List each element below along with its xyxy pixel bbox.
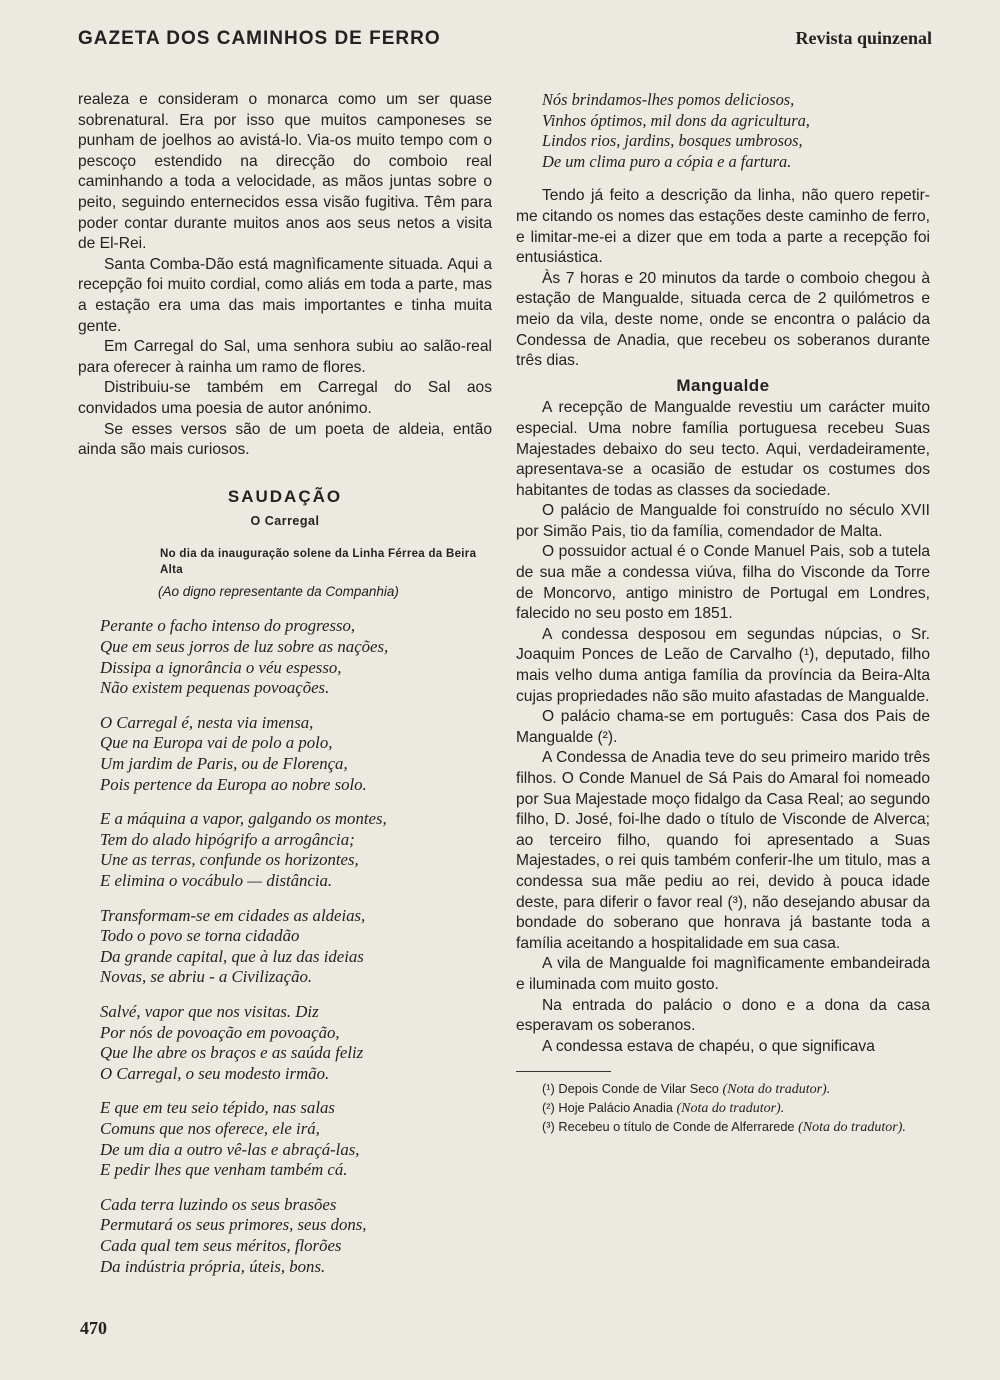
verse-line: Não existem pequenas povoações. [100, 678, 330, 698]
page-number: 470 [80, 1318, 107, 1338]
footnote-rule [516, 1071, 611, 1072]
poem-subtitle: O Carregal [250, 514, 320, 529]
poem-stanza [100, 713, 492, 795]
paragraph: Às 7 horas e 20 minutos da tarde o comboio chegou à estação de Mangualde, situada cerca de 2 quilómetros e meio da vila, deste nome, onde se encontra o palácio da Condessa de Anadia, que recebeu os soberanos durante três dias. [516, 269, 930, 370]
footnote-attribution: (Nota do tradutor). [798, 1120, 906, 1136]
verse-line: O Carregal, o seu modesto irmão. [100, 1063, 330, 1083]
poem-final-stanza [542, 90, 930, 172]
section-heading: Mangualde [676, 375, 770, 395]
paragraph: Em Carregal do Sal, uma senhora subiu ao salão-real para oferecer à rainha um ramo de flores. [78, 338, 492, 376]
verse-line: Lindos rios, jardins, bosques umbrosos, [542, 131, 803, 151]
verse-line: E a máquina a vapor, galgando os montes, [100, 809, 387, 829]
verse-line: Novas, se abriu - a Civilização. [100, 967, 313, 987]
verse-line: Todo o povo se torna cidadão [100, 926, 300, 946]
paragraph: A condessa desposou em segundas núpcias, o Sr. Joaquim Ponces de Leão de Carvalho (¹), deputado, filho mais velho duma antiga família da província da Beira-Alta cujas propriedades não são muito afastadas de Mangualde. [516, 625, 930, 705]
verse-line: Um jardim de Paris, ou de Florença, [100, 754, 348, 774]
paragraph: Se esses versos são de um poeta de aldeia, então ainda são mais curiosos. [78, 420, 492, 459]
paragraph: A condessa estava de chapéu, o que significava [542, 1037, 875, 1055]
verse-line: Que em seus jorros de luz sobre as nações, [100, 637, 389, 657]
verse-line: Perante o facho intenso do progresso, [100, 616, 356, 636]
footnote [516, 1118, 930, 1137]
footnote [516, 1099, 930, 1118]
footnote-mark: (³) [542, 1119, 555, 1135]
poem-stanza [100, 616, 492, 698]
verse-line: E que em teu seio tépido, nas salas [100, 1098, 335, 1118]
verse-line: Transformam-se em cidades as aldeias, [100, 905, 366, 925]
verse-line: De um dia a outro vê-las e abraçá-las, [100, 1139, 360, 1159]
paragraph: A vila de Mangualde foi magnìficamente embandeirada e iluminada com muito gosto. [516, 955, 930, 993]
paragraph: A Condessa de Anadia teve do seu primeiro marido três filhos. O Conde Manuel de Sá Pais do Amaral foi nomeado por Sua Majestade moço fidalgo da Casa Real; ao segundo filho, D. José, foi-lhe dado o título de Visconde de Alverca; ao terceiro filho, quando foi apresentado a Suas Majestades, o rei quis também conferir-lhe um titulo, mas a condessa sua mãe pediu ao rei, devido à pouca idade deste, para diferir o favor real (³), não desejando abusar da bondade do soberano que honrava já bastante toda a família aceitando a hospitalidade em sua casa. [516, 749, 930, 952]
verse-line: Permutará os seus primores, seus dons, [100, 1215, 367, 1235]
verse-line: Cada terra luzindo os seus brasões [100, 1194, 337, 1214]
verse-line: Cada qual tem seus méritos, florões [100, 1235, 342, 1255]
publication-title: GAZETA DOS CAMINHOS DE FERRO [78, 28, 441, 49]
paragraph: O possuidor actual é o Conde Manuel Pais, sob a tutela de sua mãe a condessa viúva, filha do Visconde da Torre de Moncorvo, antigo ministro de Portugal em Londres, falecido no seu posto em 1851. [516, 543, 930, 623]
paragraph: Santa Comba-Dão está magnìficamente situada. Aqui a recepção foi muito cordial, como aliás em toda a parte, mas a estação era uma das mais importantes e tinha muita gente. [78, 255, 492, 335]
right-column [516, 90, 930, 1137]
paragraph: realeza e consideram o monarca como um ser quase sobrenatural. Era por isso que muitos camponeses se punham de joelhos ao avistá-lo. Via-os muito tempo com o pescoço estendido na direcção do comboio real caminhando a toda a velocidade, as mãos juntas sobre o peito, seguindo enternecidos essa visão fugitiva. Têm para poder contar durante muitos anos aos seus netos a visita de El-Rei. [78, 91, 492, 253]
poem-stanza [100, 1098, 492, 1180]
poem-stanza [100, 1002, 492, 1084]
paragraph: Distribuiu-se também em Carregal do Sal aos convidados uma poesia de autor anónimo. [78, 379, 492, 417]
poem-title: SAUDAÇÃO [227, 486, 343, 506]
verse-line: Da indústria própria, úteis, bons. [100, 1256, 326, 1276]
verse-line: Dissipa a ignorância o véu espesso, [100, 657, 342, 677]
verse-line: Salvé, vapor que nos visitas. Diz [100, 1001, 319, 1021]
verse-line: Comuns que nos oferece, ele irá, [100, 1118, 320, 1138]
poem-stanza [100, 1195, 492, 1277]
footnote-attribution: (Nota do tradutor). [722, 1082, 831, 1098]
footnote-mark: (²) [542, 1100, 555, 1116]
paragraph: A recepção de Mangualde revestiu um carácter muito especial. Uma nobre família portuguesa recebeu Suas Majestades debaixo do seu tecto. Aqui, verdadeiramente, apresentava-se a ocasião de estudar os costumes dos habitantes de todas as classes da sociedade. [516, 399, 930, 499]
verse-line: Por nós de povoação em povoação, [100, 1022, 340, 1042]
verse-line: Que lhe abre os braços e as saúda feliz [100, 1043, 364, 1063]
footnote-mark: (¹) [542, 1081, 555, 1097]
verse-line: Pois pertence da Europa ao nobre solo. [100, 774, 367, 794]
footnote-attribution: (Nota do tradutor). [676, 1101, 785, 1117]
paragraph: O palácio de Mangualde foi construído no século XVII por Simão Pais, tio da família, comendador de Malta. [516, 502, 930, 540]
poem-dedication-note: (Ao digno representante da Companhia) [158, 583, 399, 599]
paragraph: Na entrada do palácio o dono e a dona da casa esperavam os soberanos. [516, 996, 930, 1035]
poem-stanza [100, 809, 492, 891]
verse-line: E elimina o vocábulo — distância. [100, 871, 333, 890]
footnote-text: Depois Conde de Vilar Seco [558, 1081, 719, 1097]
poem-stanza [100, 906, 492, 988]
paragraph: Tendo já feito a descrição da linha, não quero repetir-me citando os nomes das estações deste caminho de ferro, e limitar-me-ei a dizer que em toda a parte a recepção foi entusiástica. [516, 187, 930, 267]
paragraph: O palácio chama-se em português: Casa dos Pais de Mangualde (²). [516, 708, 930, 746]
verse-line: Tem do alado hipógrifo a arrogância; [100, 829, 355, 849]
verse-line: O Carregal é, nesta via imensa, [100, 712, 314, 732]
poem-dedication: No dia da inauguração solene da Linha Férrea da Beira Alta [160, 547, 477, 576]
verse-line: E pedir lhes que venham também cá. [100, 1160, 348, 1180]
left-column [78, 90, 492, 1277]
footnote [516, 1080, 930, 1099]
running-header [78, 28, 932, 58]
verse-line: Que na Europa vai de polo a polo, [100, 733, 333, 753]
verse-line: De um clima puro a cópia e a fartura. [542, 151, 792, 171]
verse-line: Nós brindamos-lhes pomos deliciosos, [542, 90, 795, 109]
verse-line: Da grande capital, que à luz das ideias [100, 946, 364, 966]
footnote-text: Recebeu o título de Conde de Alferrarede [558, 1119, 795, 1135]
publication-frequency: Revista quinzenal [795, 28, 932, 48]
verse-line: Vinhos óptimos, mil dons da agricultura, [542, 110, 810, 130]
verse-line: Une as terras, confunde os horizontes, [100, 850, 359, 870]
footnote-text: Hoje Palácio Anadia [558, 1100, 673, 1116]
